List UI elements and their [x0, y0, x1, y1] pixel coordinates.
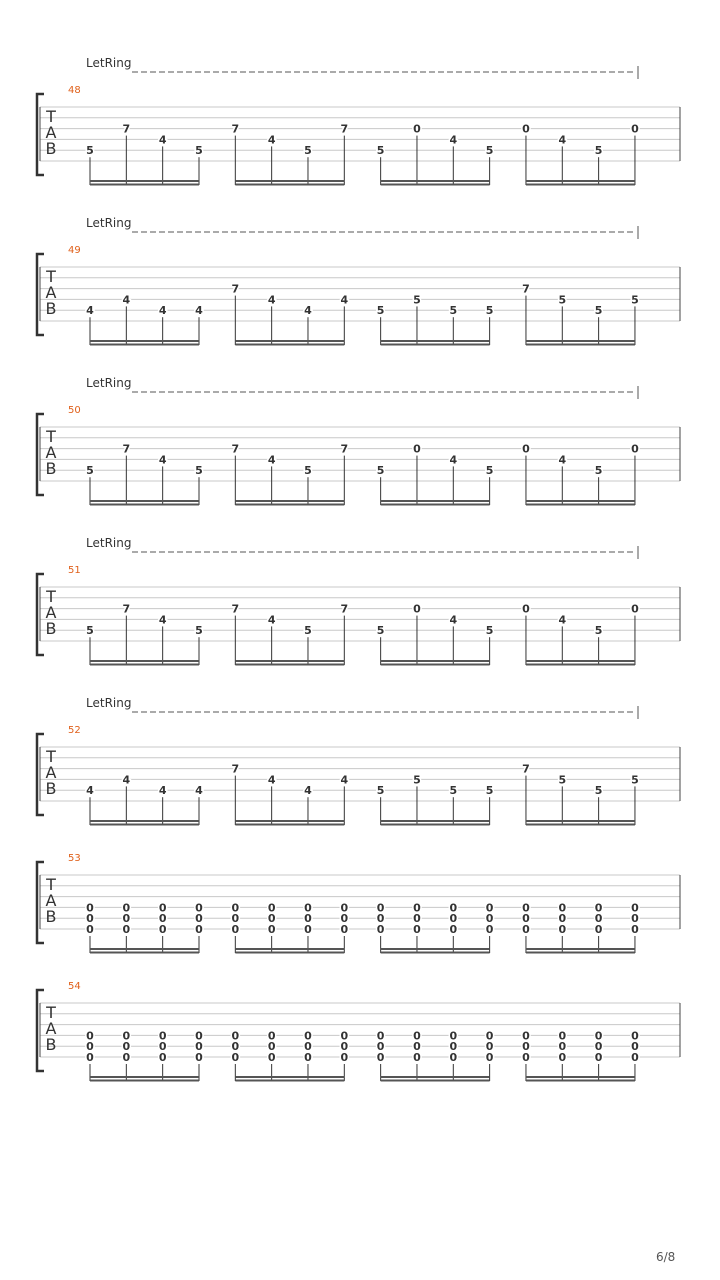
fret-number: 0 [122, 923, 131, 936]
fret-number: 4 [122, 773, 131, 787]
fret-number: 0 [122, 1029, 131, 1043]
fret-number: 0 [340, 901, 349, 915]
fret-number: 0 [158, 901, 167, 915]
fret-number: 0 [485, 1029, 494, 1043]
fret-number: 0 [376, 912, 385, 926]
tab-clef-letter: B [45, 779, 57, 798]
fret-number: 0 [449, 1040, 458, 1054]
measure-number: 54 [68, 981, 81, 992]
fret-number: 0 [594, 901, 603, 915]
fret-number: 0 [231, 912, 240, 926]
fret-number: 0 [631, 923, 639, 936]
fret-number: 0 [558, 923, 567, 936]
fret-number: 4 [158, 133, 167, 147]
fret-number: 0 [158, 1051, 167, 1064]
fret-number: 0 [195, 912, 203, 926]
fret-number: 0 [231, 901, 240, 915]
fret-number: 0 [449, 901, 458, 915]
let-ring-label: LetRing [86, 216, 132, 230]
fret-number: 7 [231, 602, 240, 616]
fret-number: 0 [267, 912, 276, 926]
fret-number: 0 [304, 1040, 312, 1054]
measure-number: 48 [68, 85, 81, 96]
fret-number: 5 [558, 773, 567, 787]
page-number: 6/8 [656, 1250, 676, 1264]
fret-number: 4 [267, 613, 276, 627]
fret-number: 5 [376, 784, 385, 798]
fret-number: 0 [340, 1040, 349, 1054]
fret-number: 5 [631, 293, 639, 307]
fret-number: 5 [485, 464, 494, 478]
fret-number: 0 [376, 901, 385, 915]
fret-number: 5 [86, 624, 94, 638]
fret-number: 0 [631, 122, 639, 136]
tab-clef-letter: B [45, 459, 57, 478]
tab-clef-letter: A [45, 763, 57, 782]
fret-number: 4 [122, 293, 131, 307]
fret-number: 7 [122, 122, 131, 136]
fret-number: 0 [558, 1029, 567, 1043]
fret-number: 5 [376, 144, 385, 158]
fret-number: 0 [485, 923, 494, 936]
fret-number: 5 [86, 144, 94, 158]
tab-clef-letter: A [45, 443, 57, 462]
fret-number: 4 [340, 293, 349, 307]
fret-number: 5 [86, 464, 94, 478]
fret-number: 0 [340, 1051, 349, 1064]
fret-number: 0 [195, 1040, 203, 1054]
let-ring-label: LetRing [86, 696, 132, 710]
tab-clef-letter: T [46, 267, 56, 286]
tab-clef-letter: A [45, 1019, 57, 1038]
tab-clef-letter: B [45, 619, 57, 638]
fret-number: 0 [522, 1040, 530, 1054]
fret-number: 0 [413, 1040, 421, 1054]
fret-number: 4 [304, 304, 312, 318]
fret-number: 5 [376, 304, 385, 318]
fret-number: 0 [594, 1040, 603, 1054]
fret-number: 0 [522, 1051, 530, 1064]
fret-number: 5 [485, 304, 494, 318]
fret-number: 0 [304, 912, 312, 926]
fret-number: 5 [304, 464, 312, 478]
fret-number: 4 [267, 133, 276, 147]
let-ring-label: LetRing [86, 536, 132, 550]
fret-number: 4 [195, 784, 203, 798]
let-ring-label: LetRing [86, 376, 132, 390]
fret-number: 0 [413, 122, 421, 136]
fret-number: 0 [558, 1040, 567, 1054]
fret-number: 4 [558, 613, 567, 627]
fret-number: 4 [267, 293, 276, 307]
fret-number: 4 [158, 784, 167, 798]
fret-number: 0 [449, 923, 458, 936]
fret-number: 4 [195, 304, 203, 318]
fret-number: 0 [122, 1051, 131, 1064]
fret-number: 5 [413, 773, 421, 787]
fret-number: 0 [158, 923, 167, 936]
tab-clef-letter: A [45, 283, 57, 302]
let-ring-label: LetRing [86, 56, 132, 70]
tab-clef-letter: A [45, 891, 57, 910]
fret-number: 0 [86, 1040, 94, 1054]
fret-number: 0 [86, 923, 94, 936]
fret-number: 4 [340, 773, 349, 787]
fret-number: 0 [267, 901, 276, 915]
fret-number: 0 [158, 1040, 167, 1054]
fret-number: 0 [267, 923, 276, 936]
fret-number: 4 [449, 453, 458, 467]
measure-number: 49 [68, 245, 81, 256]
fret-number: 0 [522, 1029, 530, 1043]
fret-number: 0 [558, 901, 567, 915]
measure-number: 52 [68, 725, 81, 736]
fret-number: 0 [195, 901, 203, 915]
fret-number: 4 [86, 304, 94, 318]
tab-clef-letter: B [45, 1035, 57, 1054]
tab-clef-letter: A [45, 123, 57, 142]
fret-number: 5 [485, 144, 494, 158]
fret-number: 0 [231, 1040, 240, 1054]
fret-number: 0 [340, 1029, 349, 1043]
fret-number: 5 [195, 624, 203, 638]
fret-number: 0 [522, 912, 530, 926]
fret-number: 7 [231, 122, 240, 136]
fret-number: 7 [340, 602, 349, 616]
fret-number: 4 [158, 453, 167, 467]
fret-number: 0 [631, 912, 639, 926]
fret-number: 5 [376, 464, 385, 478]
fret-number: 7 [522, 282, 530, 296]
fret-number: 0 [413, 923, 421, 936]
fret-number: 5 [485, 784, 494, 798]
tab-clef-letter: T [46, 1003, 56, 1022]
fret-number: 0 [158, 1029, 167, 1043]
fret-number: 0 [340, 912, 349, 926]
fret-number: 0 [594, 1029, 603, 1043]
tab-clef-letter: T [46, 747, 56, 766]
fret-number: 5 [485, 624, 494, 638]
tab-clef-letter: A [45, 603, 57, 622]
fret-number: 4 [304, 784, 312, 798]
fret-number: 0 [485, 1040, 494, 1054]
fret-number: 0 [485, 1051, 494, 1064]
fret-number: 0 [340, 923, 349, 936]
fret-number: 0 [304, 901, 312, 915]
fret-number: 0 [413, 1029, 421, 1043]
fret-number: 0 [594, 1051, 603, 1064]
fret-number: 4 [558, 453, 567, 467]
fret-number: 5 [304, 144, 312, 158]
fret-number: 4 [449, 133, 458, 147]
fret-number: 0 [449, 912, 458, 926]
fret-number: 5 [376, 624, 385, 638]
fret-number: 0 [631, 901, 639, 915]
tab-clef-letter: T [46, 875, 56, 894]
fret-number: 0 [231, 1029, 240, 1043]
fret-number: 7 [231, 762, 240, 776]
fret-number: 0 [631, 1051, 639, 1064]
tab-clef-letter: B [45, 299, 57, 318]
fret-number: 0 [558, 1051, 567, 1064]
fret-number: 4 [158, 613, 167, 627]
fret-number: 5 [594, 784, 603, 798]
fret-number: 7 [522, 762, 530, 776]
fret-number: 0 [522, 122, 530, 136]
fret-number: 0 [86, 912, 94, 926]
fret-number: 0 [376, 1029, 385, 1043]
fret-number: 0 [267, 1051, 276, 1064]
fret-number: 0 [522, 923, 530, 936]
fret-number: 0 [631, 1029, 639, 1043]
fret-number: 0 [304, 923, 312, 936]
fret-number: 0 [86, 901, 94, 915]
fret-number: 0 [558, 912, 567, 926]
fret-number: 5 [195, 464, 203, 478]
fret-number: 4 [158, 304, 167, 318]
fret-number: 7 [340, 442, 349, 456]
tab-clef-letter: B [45, 907, 57, 926]
fret-number: 0 [413, 901, 421, 915]
fret-number: 0 [631, 1040, 639, 1054]
fret-number: 5 [413, 293, 421, 307]
fret-number: 0 [267, 1029, 276, 1043]
fret-number: 7 [122, 442, 131, 456]
fret-number: 5 [449, 784, 458, 798]
fret-number: 0 [449, 1029, 458, 1043]
tab-clef-letter: T [46, 427, 56, 446]
fret-number: 0 [231, 923, 240, 936]
fret-number: 7 [340, 122, 349, 136]
fret-number: 0 [267, 1040, 276, 1054]
measure-number: 51 [68, 565, 81, 576]
fret-number: 0 [86, 1029, 94, 1043]
fret-number: 5 [631, 773, 639, 787]
fret-number: 5 [594, 464, 603, 478]
fret-number: 0 [376, 1040, 385, 1054]
fret-number: 0 [413, 912, 421, 926]
fret-number: 0 [231, 1051, 240, 1064]
fret-number: 0 [122, 901, 131, 915]
fret-number: 0 [522, 442, 530, 456]
fret-number: 4 [86, 784, 94, 798]
fret-number: 5 [594, 144, 603, 158]
fret-number: 5 [594, 624, 603, 638]
measure-number: 53 [68, 853, 81, 864]
fret-number: 0 [522, 602, 530, 616]
fret-number: 0 [449, 1051, 458, 1064]
fret-number: 0 [413, 1051, 421, 1064]
fret-number: 0 [122, 1040, 131, 1054]
fret-number: 0 [158, 912, 167, 926]
fret-number: 0 [485, 912, 494, 926]
tab-clef-letter: T [46, 587, 56, 606]
fret-number: 0 [594, 923, 603, 936]
fret-number: 7 [231, 442, 240, 456]
fret-number: 0 [122, 912, 131, 926]
fret-number: 0 [485, 901, 494, 915]
fret-number: 0 [86, 1051, 94, 1064]
fret-number: 0 [195, 1051, 203, 1064]
fret-number: 0 [195, 923, 203, 936]
fret-number: 0 [631, 442, 639, 456]
fret-number: 0 [376, 1051, 385, 1064]
fret-number: 7 [231, 282, 240, 296]
fret-number: 5 [304, 624, 312, 638]
fret-number: 5 [594, 304, 603, 318]
fret-number: 0 [304, 1029, 312, 1043]
fret-number: 4 [267, 453, 276, 467]
fret-number: 0 [631, 602, 639, 616]
tab-clef-letter: B [45, 139, 57, 158]
fret-number: 0 [195, 1029, 203, 1043]
tab-clef-letter: T [46, 107, 56, 126]
fret-number: 7 [122, 602, 131, 616]
fret-number: 0 [413, 442, 421, 456]
fret-number: 4 [449, 613, 458, 627]
fret-number: 5 [449, 304, 458, 318]
fret-number: 5 [195, 144, 203, 158]
fret-number: 0 [522, 901, 530, 915]
measure-number: 50 [68, 405, 81, 416]
fret-number: 4 [558, 133, 567, 147]
fret-number: 0 [594, 912, 603, 926]
fret-number: 4 [267, 773, 276, 787]
fret-number: 0 [376, 923, 385, 936]
fret-number: 0 [304, 1051, 312, 1064]
fret-number: 0 [413, 602, 421, 616]
fret-number: 5 [558, 293, 567, 307]
